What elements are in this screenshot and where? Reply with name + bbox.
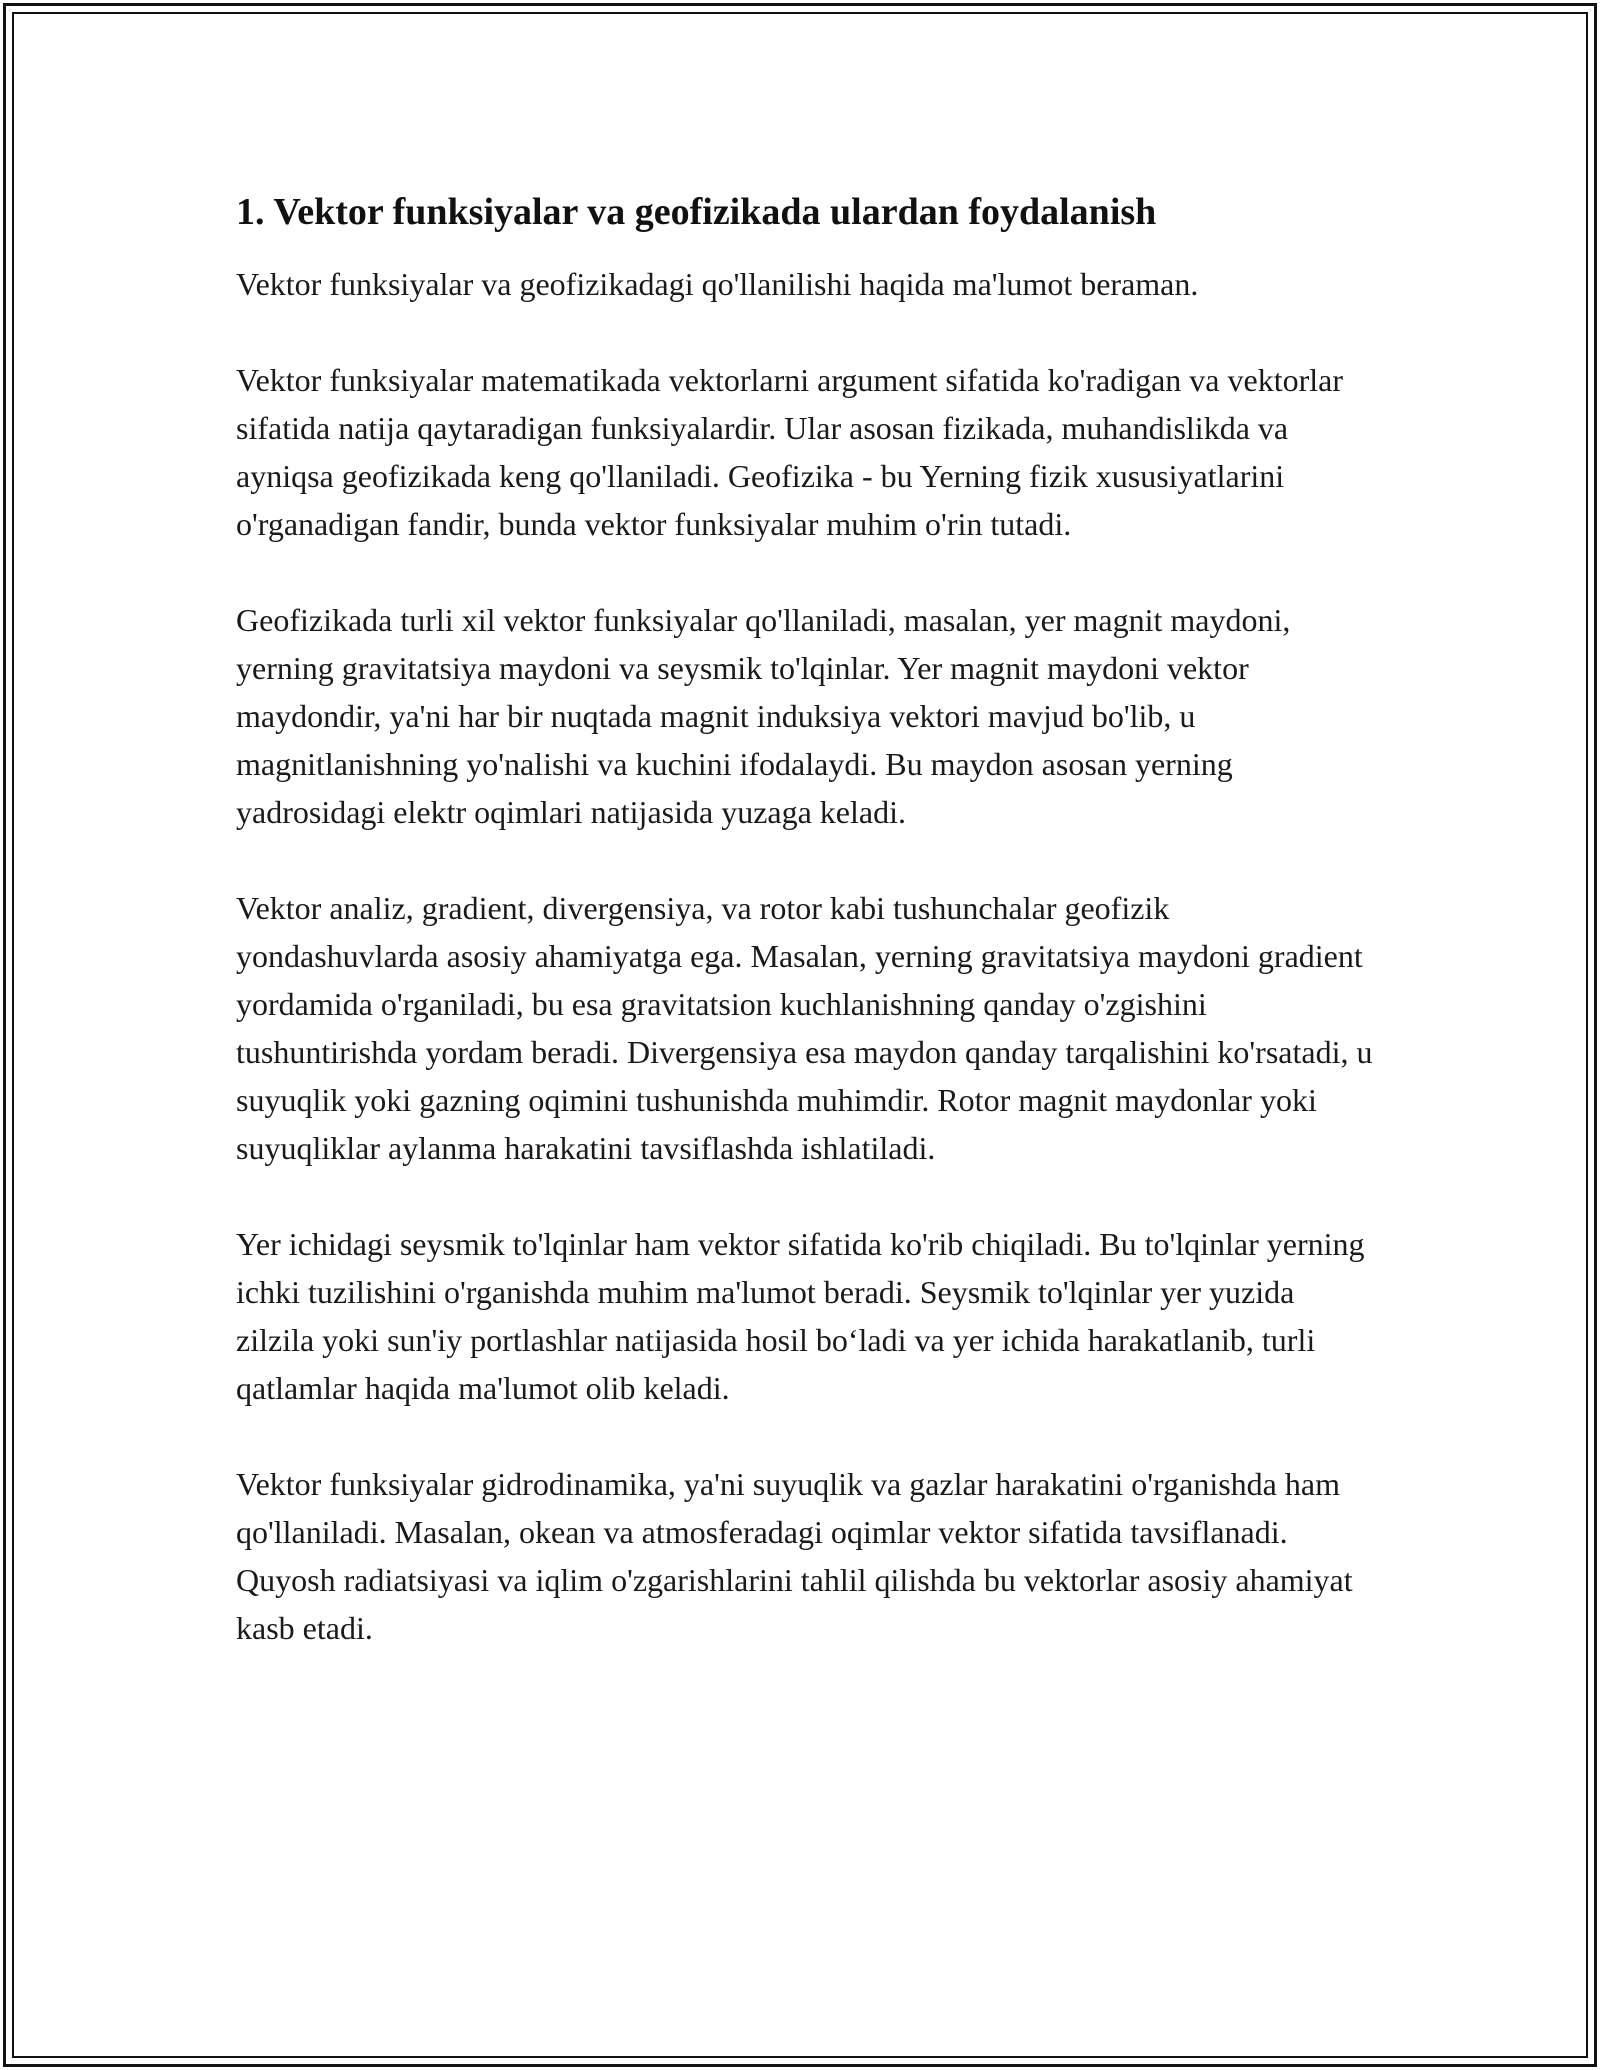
paragraph-seismic-waves: Yer ichidagi seysmik to'lqinlar ham vektor sifatida ko'rib chiqiladi. Bu to'lqinlar yerning ichki tuzilishini o'rganishda muhim ma'lumot beradi. Seysmik to'lqinlar yer yuzida zilzila yoki sun'iy portlashlar natijasida hosil bo‘ladi va yer ichida harakatlanib, turli qatlamlar haqida ma'lumot olib keladi.	[236, 1226, 1365, 1406]
paragraph-vector-analysis: Vektor analiz, gradient, divergensiya, va rotor kabi tushunchalar geofizik yondashuvlarda asosiy ahamiyatga ega. Masalan, yerning gravitatsiya maydoni gradient yordamida o'rganiladi, bu esa gravitatsion kuchlanishning qanday o'zgishini tushuntirishda yordam beradi. Divergensiya esa maydon qanday tarqalishini ko'rsatadi, u suyuqlik yoki gazning oqimini tushunishda muhimdir. Rotor magnit maydonlar yoki suyuqliklar aylanma harakatini tavsiflashda ishlatiladi.	[236, 890, 1373, 1166]
paragraph-hydrodynamics: Vektor funksiyalar gidrodinamika, ya'ni suyuqlik va gazlar harakatini o'rganishda ham qo'llaniladi. Masalan, okean va atmosferadagi oqimlar vektor sifatida tavsiflanadi. Quyosh radiatsiyasi va iqlim o'zgarishlarini tahlil qilishda bu vektorlar asosiy ahamiyat kasb etadi.	[236, 1466, 1353, 1646]
section-heading: 1. Vektor funksiyalar va geofizikada ulardan foydalanish	[236, 191, 1157, 233]
paragraph-magnetic-field: Geofizikada turli xil vektor funksiyalar qo'llaniladi, masalan, yer magnit maydoni, yerning gravitatsiya maydoni va seysmik to'lqinlar. Yer magnit maydoni vektor maydondir, ya'ni har bir nuqtada magnit induksiya vektori mavjud bo'lib, u magnitlanishning yo'nalishi va kuchini ifodalaydi. Bu maydon asosan yerning yadrosidagi elektr oqimlari natijasida yuzaga keladi.	[236, 602, 1291, 830]
document-body	[236, 186, 1376, 1700]
paragraph-definition: Vektor funksiyalar matematikada vektorlarni argument sifatida ko'radigan va vektorlar sifatida natija qaytaradigan funksiyalardir. Ular asosan fizikada, muhandislikda va ayniqsa geofizikada keng qo'llaniladi. Geofizika - bu Yerning fizik xususiyatlarini o'rganadigan fandir, bunda vektor funksiyalar muhim o'rin tutadi.	[236, 362, 1343, 542]
paragraph-intro: Vektor funksiyalar va geofizikadagi qo'llanilishi haqida ma'lumot beraman.	[236, 266, 1199, 302]
